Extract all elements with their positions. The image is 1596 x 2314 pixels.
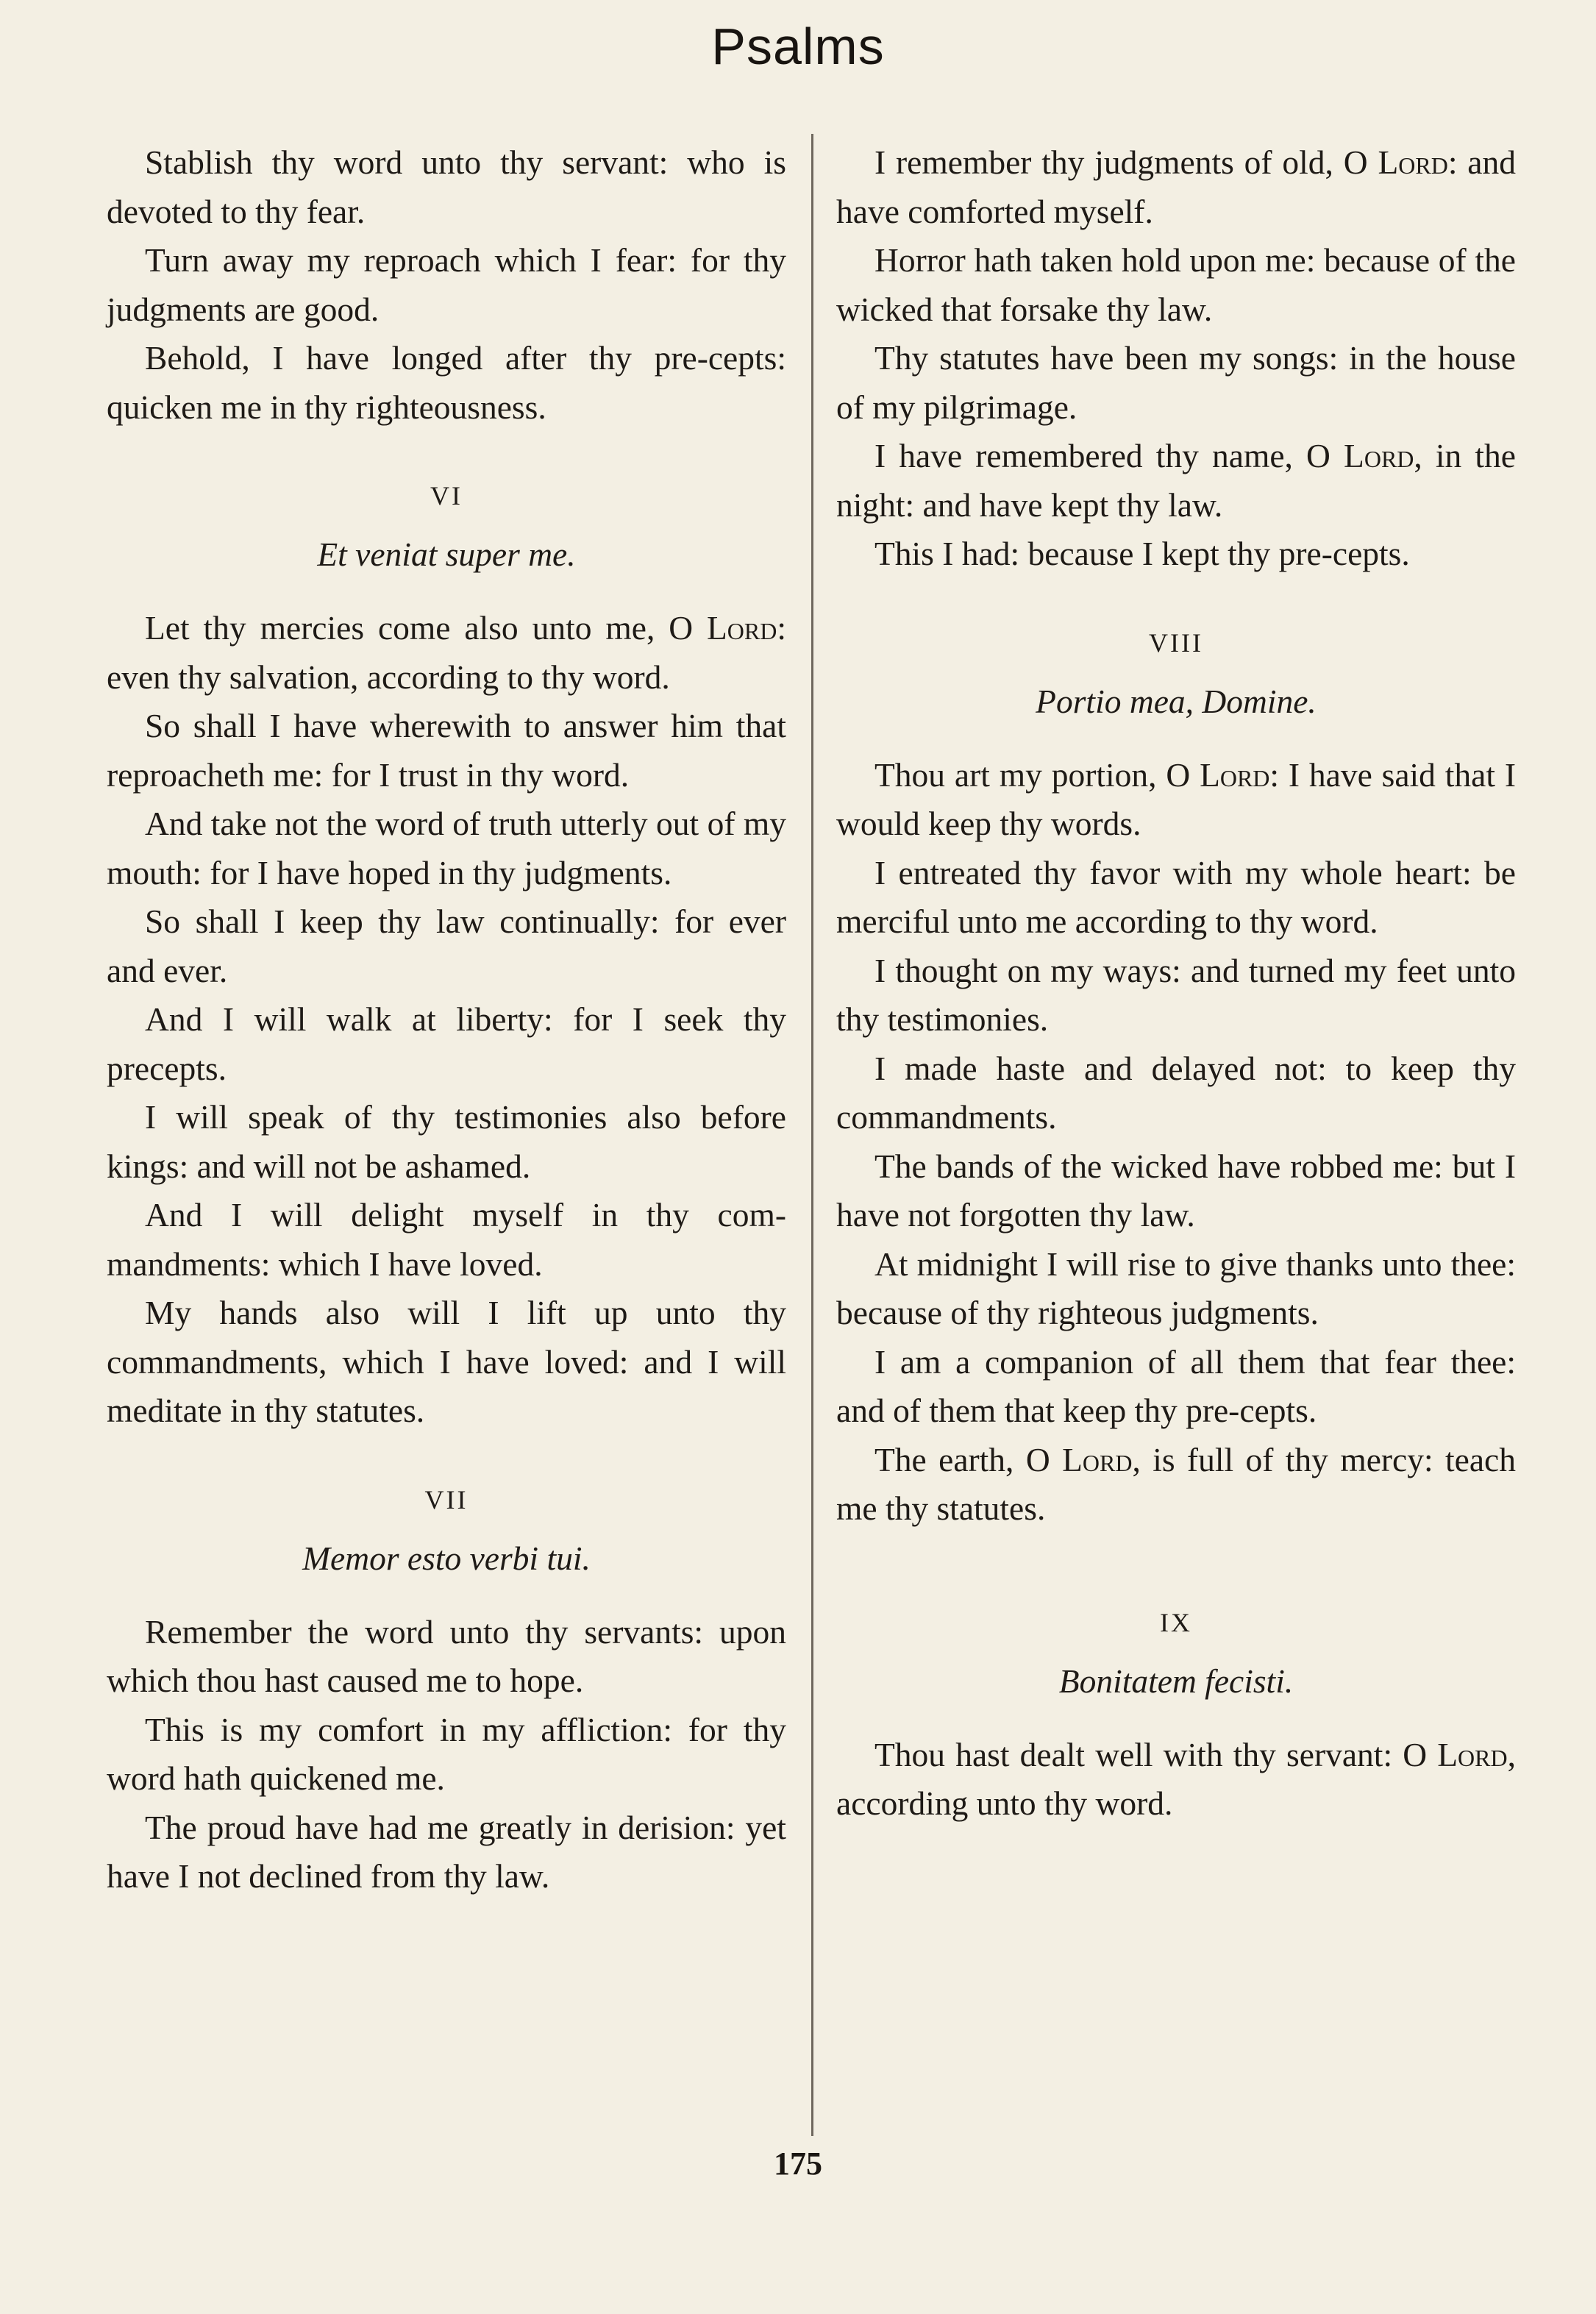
page-title: Psalms [711, 18, 885, 75]
verse: The earth, O Lord, is full of thy mercy: teach me thy statutes. [836, 1440, 1517, 1527]
verse: Thy statutes have been my songs: in the house of my pilgrimage. [836, 339, 1516, 426]
section-latin-title: Memor esto verbi tui. [302, 1539, 591, 1577]
verse: So shall I have wherewith to answer him that reproacheth me: for I trust in thy word. [107, 707, 786, 794]
section-number: IX [1160, 1607, 1192, 1637]
verse: I have remembered thy name, O Lord, in the night: and have kept thy law. [836, 437, 1516, 524]
lord-smallcaps: Lord [706, 609, 777, 647]
section-latin-title: Bonitatem fecisti. [1058, 1662, 1294, 1700]
verse: I am a companion of all them that fear thee: and of them that keep thy pre-cepts. [836, 1342, 1516, 1429]
section-number: VII [424, 1484, 469, 1514]
verse: Thou hast dealt well with thy servant: O Lord, according unto thy word. [836, 1735, 1516, 1822]
verse: So shall I keep thy law continually: for ever and ever. [107, 903, 786, 989]
verse: This I had: because I kept thy pre-cepts. [874, 535, 1410, 572]
lord-smallcaps: Lord [1200, 755, 1270, 794]
verse: I made haste and delayed not: to keep thy commandments. [836, 1049, 1516, 1136]
section-number: VIII [1149, 627, 1203, 658]
section-latin-title: Portio mea, Domine. [1036, 682, 1317, 720]
lord-smallcaps: Lord [1062, 1440, 1133, 1478]
verse: My hands also will I lift up unto thy commandments, which I have loved: and I will meditate in thy statutes. [107, 1294, 786, 1429]
lord-smallcaps: Lord [1344, 437, 1414, 474]
verse: And I will delight myself in thy com-mandments: which I have loved. [107, 1196, 786, 1283]
verse: Stablish thy word unto thy servant: who is devoted to thy fear. [107, 143, 786, 230]
right-column [836, 138, 1516, 1829]
lord-smallcaps: Lord [1378, 143, 1448, 181]
verse: Thou art my portion, O Lord: I have said that I would keep thy words. [836, 755, 1516, 842]
verse: I will speak of thy testimonies also before kings: and will not be ashamed. [107, 1098, 786, 1185]
verse: Remember the word unto thy servants: upon which thou hast caused me to hope. [107, 1612, 786, 1699]
verse: At midnight I will rise to give thanks unto thee: because of thy righteous judgments. [836, 1245, 1516, 1331]
verse: Let thy mercies come also unto me, O Lord: even thy salvation, according to thy word. [107, 609, 786, 696]
verse: Turn away my reproach which I fear: for thy judgments are good. [107, 241, 786, 328]
verse: The bands of the wicked have robbed me: but I have not forgotten thy law. [836, 1147, 1516, 1233]
verse: I entreated thy favor with my whole heart: be merciful unto me according to thy word. [836, 853, 1516, 940]
verse: Horror hath taken hold upon me: because of the wicked that forsake thy law. [836, 241, 1516, 328]
verse: And I will walk at liberty: for I seek thy precepts. [107, 1000, 786, 1087]
page-number: 175 [774, 2146, 822, 2182]
section-number: VI [430, 481, 463, 510]
column-divider [811, 134, 813, 2136]
verse: I thought on my ways: and turned my feet unto thy testimonies. [836, 951, 1516, 1038]
verse: And take not the word of truth utterly out of my mouth: for I have hoped in thy judgments. [107, 805, 786, 891]
verse: The proud have had me greatly in derision: yet have I not declined from thy law. [107, 1808, 786, 1895]
verse: I remember thy judgments of old, O Lord: and have comforted myself. [836, 143, 1516, 230]
section-latin-title: Et veniat super me. [317, 535, 576, 573]
verse: Behold, I have longed after thy pre-cepts: quicken me in thy righteousness. [107, 339, 786, 426]
verse: This is my comfort in my affliction: for thy word hath quickened me. [107, 1710, 786, 1797]
lord-smallcaps: Lord [1437, 1735, 1508, 1773]
left-column [107, 138, 786, 1901]
